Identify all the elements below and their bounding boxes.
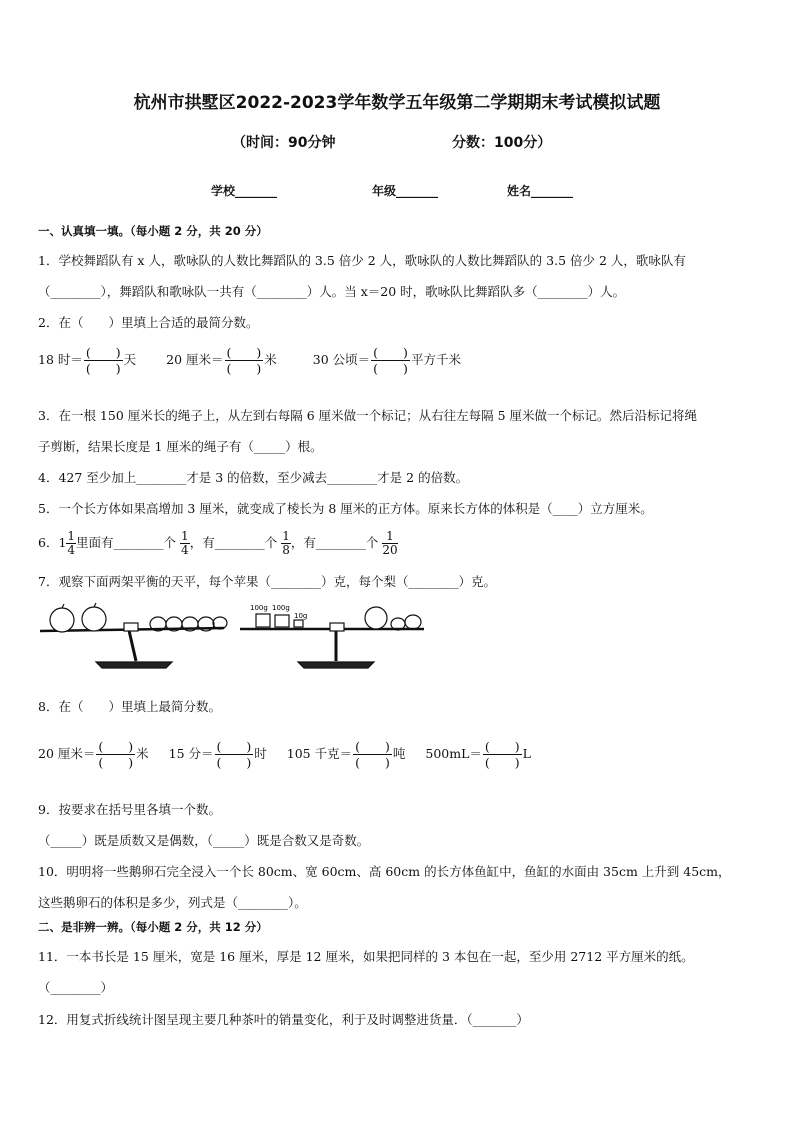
name-field: 姓名_______ xyxy=(507,184,574,198)
q2-item-b-fraction: $\frac{( )}{( )}$ xyxy=(226,345,262,376)
pear-icon xyxy=(405,615,421,629)
q8-item-c-fraction: $\frac{( )}{( )}$ xyxy=(355,739,390,770)
exam-score: 分数：100分） xyxy=(452,135,552,151)
q6-prefix: 6．1 xyxy=(38,535,67,550)
weight-label-2: 100g xyxy=(272,604,290,612)
question-3-line-1: 3．在一根 150 厘米长的绳子上，从左到右每隔 6 厘米做一个标记；从右往左每隔 5 厘米做一个标记。然后沿标记将绳 xyxy=(38,408,698,423)
question-8-fractions xyxy=(38,739,531,770)
question-11-line-1: 11．一本书长是 15 厘米，宽是 16 厘米，厚是 12 厘米，如果把同样的 3 本包在一起，至少用 2712 平方厘米的纸。 xyxy=(38,949,694,964)
weight-label-1: 100g xyxy=(250,604,268,612)
q6-text-3: ，有________个 xyxy=(290,535,379,550)
question-4: 4．427 至少加上________才是 3 的倍数，至少减去________才是 2 的倍数。 xyxy=(38,470,469,485)
balance-scale-left xyxy=(40,603,227,668)
q2-item-b-unit: 米 xyxy=(264,352,277,367)
question-5: 5．一个长方体如果高增加 3 厘米，就变成了棱长为 8 厘米的正方体。原来长方体的体积是（____）立方厘米。 xyxy=(38,501,653,516)
apple-icon xyxy=(50,608,74,632)
weight-icon xyxy=(275,615,289,627)
q8-item-d-label: 500mL＝ xyxy=(425,746,482,761)
q8-item-c-unit: 吨 xyxy=(392,746,406,761)
question-7: 7．观察下面两架平衡的天平，每个苹果（________）克，每个梨（________）克。 xyxy=(38,574,496,589)
q2-item-c-unit: 平方千米 xyxy=(410,352,461,367)
question-9-blanks: （_____）既是质数又是偶数，（_____）既是合数又是奇数。 xyxy=(38,833,370,848)
q2-item-a-unit: 天 xyxy=(123,352,137,367)
q6-mixed-fraction: $\frac{1}{4}$ xyxy=(67,529,76,557)
question-2: 2．在（ ）里填上合适的最简分数。 xyxy=(38,315,259,330)
question-12: 12．用复式折线统计图呈现主要几种茶叶的销量变化，利于及时调整进货量．（_______） xyxy=(38,1012,529,1027)
apple-icon xyxy=(365,607,387,629)
q2-item-a-label: 18 时＝ xyxy=(38,352,83,367)
balance-scales-illustration xyxy=(38,598,438,672)
question-8: 8．在（ ）里填上最简分数。 xyxy=(38,699,221,714)
question-10-line-1: 10．明明将一些鹅卵石完全浸入一个长 80cm、宽 60cm、高 60cm 的长方体鱼缸中，鱼缸的水面由 35cm 上升到 45cm， xyxy=(38,864,731,879)
school-field: 学校_______ xyxy=(211,184,278,198)
q8-item-a-unit: 米 xyxy=(136,746,149,761)
question-3-line-2: 子剪断，结果长度是 1 厘米的绳子有（_____）根。 xyxy=(38,439,323,454)
weight-icon xyxy=(294,620,303,627)
section-1-heading: 一、认真填一填。（每小题 2 分，共 20 分） xyxy=(38,224,268,238)
question-6 xyxy=(38,530,398,557)
question-2-fractions xyxy=(38,345,461,376)
q2-item-c-fraction: $\frac{( )}{( )}$ xyxy=(373,345,408,376)
q8-item-b-unit: 时 xyxy=(254,746,267,761)
q6-fraction-twentieth: $\frac{1}{20}$ xyxy=(382,529,398,557)
q8-item-d-unit: L xyxy=(522,746,531,761)
question-1-line-1: 1．学校舞蹈队有 x 人，歌咏队的人数比舞蹈队的 3.5 倍少 2 人，歌咏队的人数比舞蹈队的 3.5 倍少 2 人，歌咏队有 xyxy=(38,253,686,268)
weight-label-3: 10g xyxy=(294,612,308,620)
question-10-line-2: 这些鹅卵石的体积是多少，列式是（________）。 xyxy=(38,895,307,910)
q8-item-c-label: 105 千克＝ xyxy=(286,746,353,761)
question-1-line-2: （________），舞蹈队和歌咏队一共有（________）人。当 x＝20 时，歌咏队比舞蹈队多（________）人。 xyxy=(38,284,626,299)
q6-text-1: 里面有________个 xyxy=(76,535,177,550)
q6-fraction-quarter: $\frac{1}{4}$ xyxy=(181,529,189,557)
q8-item-a-fraction: $\frac{( )}{( )}$ xyxy=(98,739,134,770)
question-11-answer: （________） xyxy=(38,980,114,995)
q8-item-a-label: 20 厘米＝ xyxy=(38,746,96,761)
balance-scale-right xyxy=(240,607,424,668)
q8-item-b-fraction: $\frac{( )}{( )}$ xyxy=(216,739,252,770)
q2-item-a-fraction: $\frac{( )}{( )}$ xyxy=(85,345,121,376)
section-2-heading: 二、是非辨一辨。（每小题 2 分，共 12 分） xyxy=(38,920,268,934)
q2-item-b-label: 20 厘米＝ xyxy=(166,352,224,367)
q6-fraction-eighth: $\frac{1}{8}$ xyxy=(282,529,290,557)
apple-icon xyxy=(82,607,106,631)
question-9: 9．按要求在括号里各填一个数。 xyxy=(38,802,221,817)
weight-icon xyxy=(256,614,270,627)
q8-item-d-fraction: $\frac{( )}{( )}$ xyxy=(484,739,520,770)
q8-item-b-label: 15 分＝ xyxy=(168,746,214,761)
exam-title: 杭州市拱墅区2022-2023学年数学五年级第二学期期末考试模拟试题 xyxy=(133,93,661,113)
grade-field: 年级_______ xyxy=(372,184,439,198)
q6-text-2: ，有________个 xyxy=(189,535,278,550)
exam-time: （时间：90分钟 xyxy=(232,135,336,151)
q2-item-c-label: 30 公顷＝ xyxy=(312,352,371,367)
